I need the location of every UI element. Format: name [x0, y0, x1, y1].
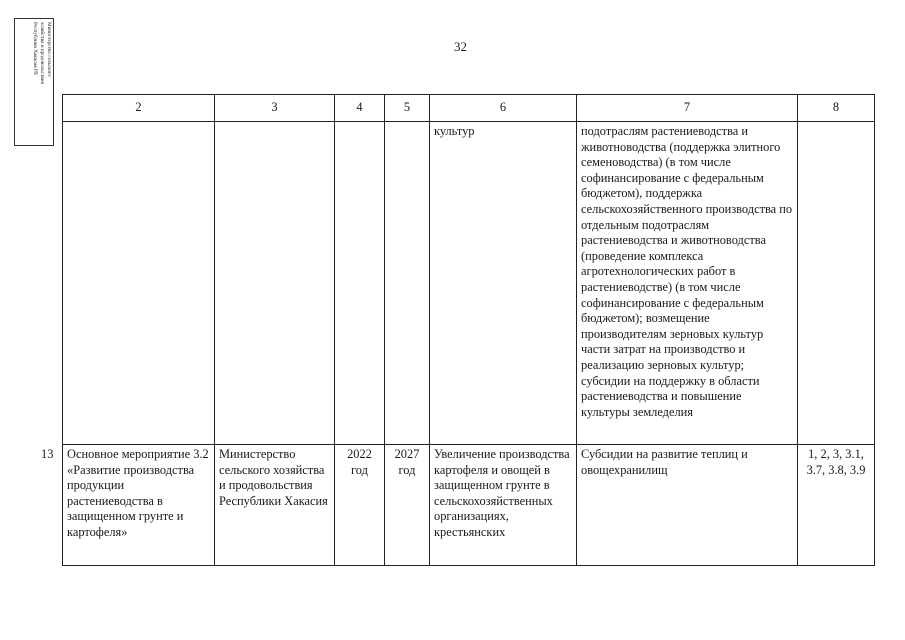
stamp-text [31, 22, 52, 146]
activity-name: Основное мероприятие 3.2 «Развитие производства продукции растениеводства в защищенном грунте и картофеля» [67, 447, 209, 539]
row-number: 13 [41, 447, 54, 461]
table-row-continuation [63, 122, 875, 445]
cell-col-3 [215, 122, 335, 445]
header-col-6: 6 [430, 95, 577, 122]
cell-col-4 [335, 122, 385, 445]
end-year: 2027 год [385, 445, 430, 566]
stamp-line: хозяйства и продовольствия [39, 22, 45, 84]
header-col-2: 2 [63, 95, 215, 122]
header-col-4: 4 [335, 95, 385, 122]
header-col-5: 5 [385, 95, 430, 122]
cell-col-5 [385, 122, 430, 445]
header-col-7: 7 [577, 95, 798, 122]
header-row [63, 95, 875, 122]
program-table [41, 94, 875, 566]
cell-col-8 [798, 122, 875, 445]
cell-col-6: культур [430, 122, 577, 445]
indicator-links: 1, 2, 3, 3.1, 3.7, 3.8, 3.9 [798, 445, 875, 566]
responsible-executor: Министерство сельского хозяйства и продовольствия Республики Хакасия [215, 445, 335, 566]
stamp-line: Республики Хакасия РХ [32, 22, 38, 76]
stamp-line: Министерство сельского [46, 22, 52, 77]
cell-col-7: подотраслям растениеводства и животноводства (поддержка элитного семеноводства) (в том числе софинансирование с федеральным бюджетом), поддержка сельскохозяйственного производства по отдельным подотраслям растениеводства и животноводства (проведение комплекса агротехнологических работ в растениеводстве) (в том числе софинансирование с федеральным бюджетом); возмещение производителям зерновых культур части затрат на производство и реализацию зерновых культур; субсидии на поддержку в области растениеводства и повышение культуры земледелия [577, 122, 798, 445]
header-col-3: 3 [215, 95, 335, 122]
cell-col-2 [63, 122, 215, 445]
page-number: 32 [454, 39, 467, 54]
table-row-13 [63, 445, 875, 566]
start-year: 2022 год [335, 445, 385, 566]
expected-result: Увеличение производства картофеля и овощей в защищенном грунте в сельскохозяйственных организациях, крестьянских [430, 445, 577, 566]
activity-directions: Субсидии на развитие теплиц и овощехранилищ [577, 445, 798, 566]
header-col-8: 8 [798, 95, 875, 122]
cell-col-2 [41, 445, 215, 566]
